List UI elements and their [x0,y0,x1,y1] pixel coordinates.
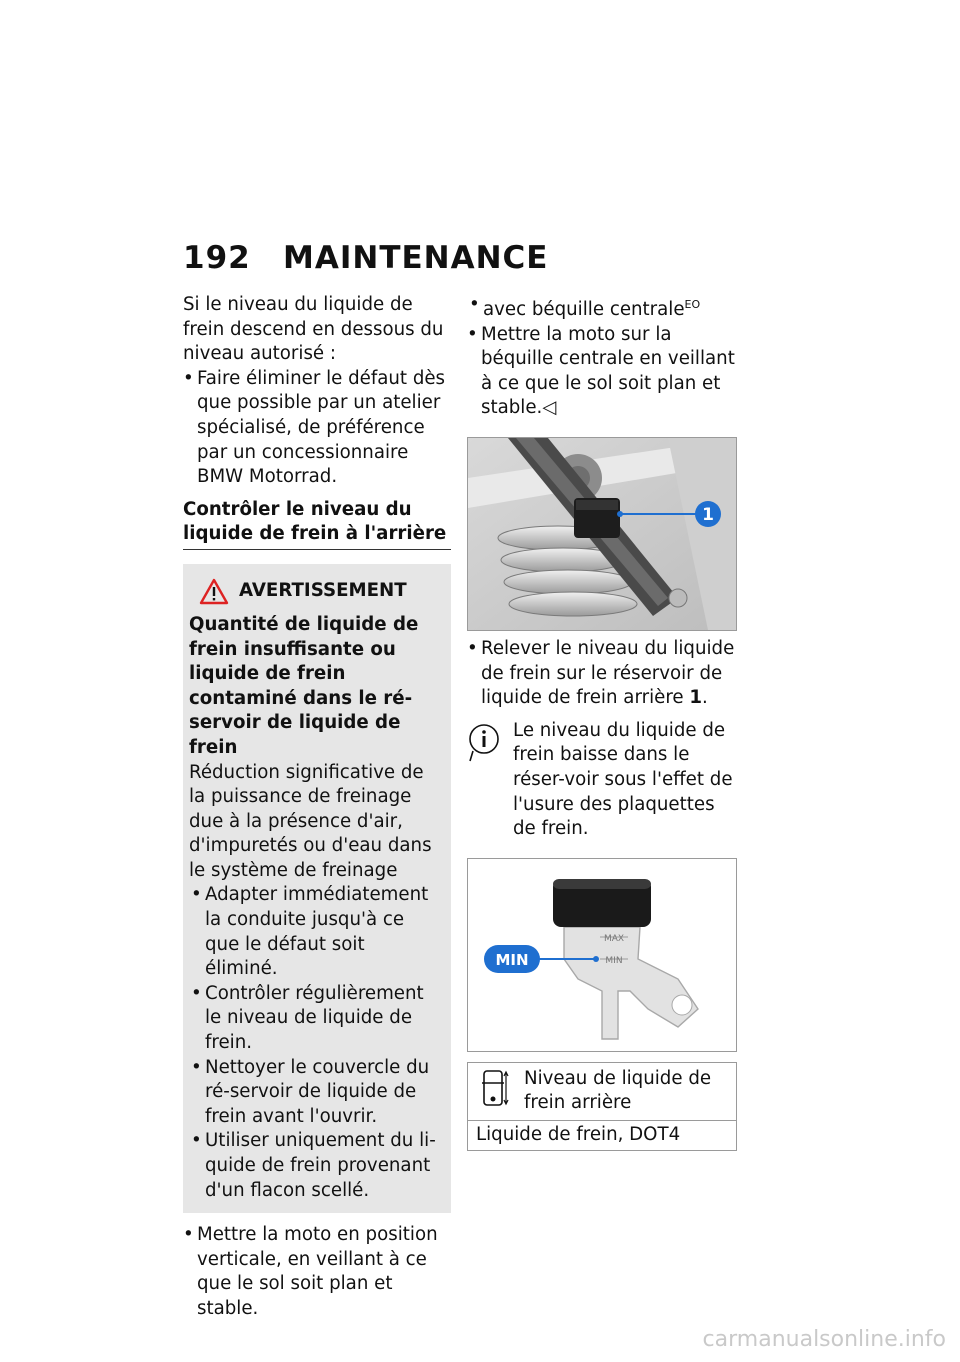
warning-consequence: Réduction significative de la puissance de freinage due à la présence d'air, d'impuretés ou d'eau dans le système de freinage [189,761,432,881]
step-read: • Relever le niveau du liquide de frein sur le réservoir de liquide de frein arrière 1. [467,637,739,711]
right-column [467,293,739,1151]
left-column [183,293,451,1322]
warning-item: • Adapter immédiatement la conduite jusqu'à ce que le défaut soit éliminé. [189,883,441,981]
callout-1: 1 [702,505,714,526]
page-title: MAINTENANCE [283,240,549,276]
step-read-ref: 1 [689,687,703,709]
page-number: 192 [183,240,251,276]
warning-title [199,578,441,605]
intro-bullet: • Faire éliminer le défaut dès que possible par un atelier spécialisé, de préférence par un concessionnaire BMW Motorrad. [183,367,451,490]
warning-item: • Nettoyer le couvercle du ré-servoir de liquide de frein avant l'ouvrir. [189,1056,441,1130]
min-label: MIN [495,950,529,969]
warning-item: • Contrôler régulièrement le niveau de liquide de frein. [189,982,441,1056]
spec-header-row [468,1063,736,1121]
info-note [467,719,739,842]
fluid-level-icon [476,1067,510,1109]
rear-reservoir-illustration [468,438,736,630]
info-text: Le niveau du liquide de frein baisse dans le réser-voir sous l'effet de l'usure des plaquettes de frein. [513,719,733,840]
reservoir-min-figure [467,858,737,1052]
warning-strong-text: Quantité de liquide de frein insuffisante ou liquide de frein contaminé dans le ré-servoir de liquide de frein [189,613,419,758]
spec-value: Liquide de frein, DOT4 [476,1123,681,1145]
with-stand-text: avec béquille centrale [483,299,685,321]
with-stand-condition [467,293,739,323]
with-stand-sup: EO [684,298,701,311]
spec-table [467,1062,737,1151]
end-mark: ◁ [542,397,557,419]
section-divider [183,549,451,550]
reservoir-min-illustration [468,859,736,1051]
step-stand [467,323,739,421]
intro-text: Si le niveau du liquide de frein descend en dessous du niveau autorisé : [183,294,444,365]
warning-label: AVERTISSEMENT [239,580,407,602]
section-heading: Contrôler le niveau du liquide de frein à l'arrière [183,498,447,545]
info-icon [467,723,501,763]
spec-label: Niveau de liquide de frein arrière [524,1067,712,1114]
warning-box [183,564,451,1213]
rear-reservoir-photo [467,437,737,631]
step-upright: • Mettre la moto en position verticale, en veillant à ce que le sol soit plan et stable. [183,1223,451,1321]
watermark: carmanualsonline.info [702,1327,946,1352]
warning-item: • Utiliser uniquement du li-quide de frein provenant d'un flacon scellé. [189,1129,441,1203]
warning-triangle-icon [199,578,229,605]
mark-max: MAX [603,933,625,944]
step-read-text: Relever le niveau du liquide de frein sur le réservoir de liquide de frein arrière [481,638,735,709]
page-header [183,240,548,276]
mark-min: MIN [605,955,623,966]
step-stand-text: Mettre la moto sur la béquille centrale en veillant à ce que le sol soit plan et stable. [481,323,735,419]
